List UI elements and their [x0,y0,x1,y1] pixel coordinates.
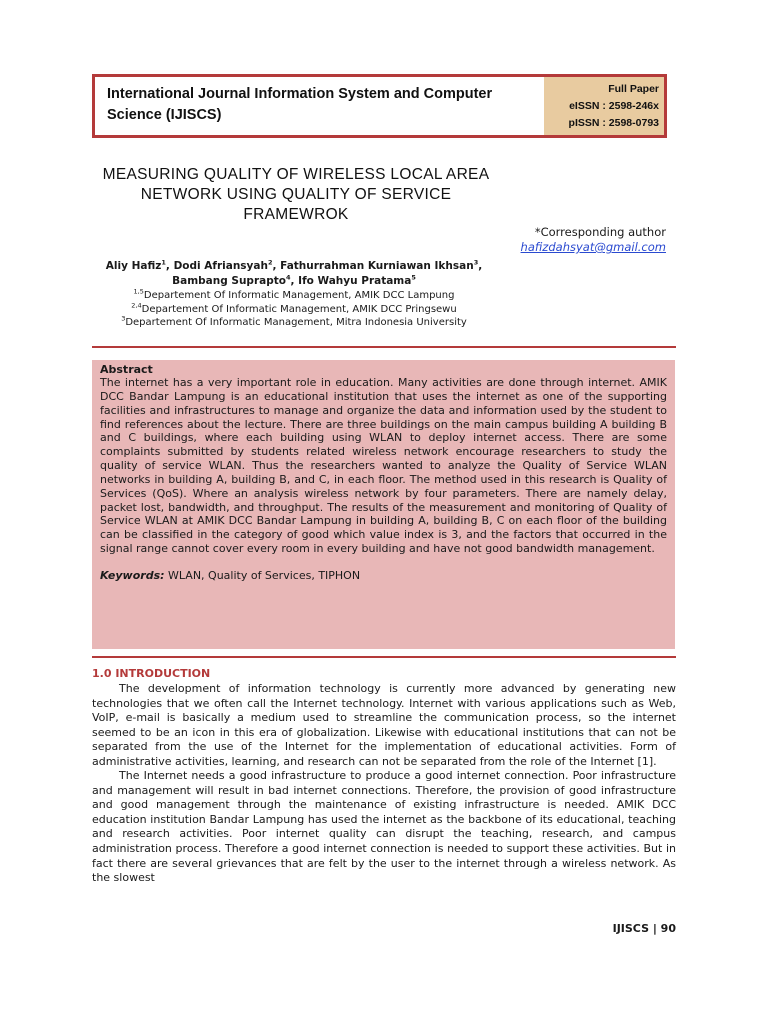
journal-header [92,74,667,138]
author-sup: 1 [161,258,166,267]
eissn: eISSN : 2598-246x [569,100,659,112]
author-name: Fathurrahman Kurniawan Ikhsan [280,260,474,272]
affiliation-sup: 1,5 [133,287,144,296]
affiliations [84,289,504,330]
corresponding-author [486,225,666,255]
author-sep: , [478,260,483,272]
author-sep: , [290,275,299,287]
divider-top [92,346,676,348]
paragraph: The Internet needs a good infrastructure to produce a good internet connection. Poor infrastructure and management will result in bad internet connections. Therefore, the provision of good infrastructure and good management through the maintenance of existing infrastructure is needed. AMIK DCC education institution Bandar Lampung has used the internet as the backbone of its educational, teaching and research activities. Poor internet quality can disrupt the teaching, research, and campus administration process. Therefore a good internet connection is needed to support these activities. But in fact there are several grievances that are felt by the user to the internet through a wireless network. As the slowest [92,769,676,885]
author-list [84,259,504,289]
affiliation-text: Departement Of Informatic Management, AMIK DCC Lampung [143,290,455,301]
keywords-text: WLAN, Quality of Services, TIPHON [168,568,361,582]
author-sup: 4 [285,273,291,282]
paper-type: Full Paper [608,83,659,95]
affiliation-item [84,289,504,303]
introduction-body [92,682,676,886]
page-footer: IJISCS | 90 [612,922,676,935]
affiliation-item [84,303,504,317]
paragraph: The development of information technology is currently more advanced by generating new technologies that we often call the Internet technology. Internet with various applications such as Web, VoIP, e-mail is basically a medium used to streamline the communication process, so the internet seemed to be an icon in this era of globalization. Likewise with educational institutions that can not be separated from the use of the Internet for the implementation of educational activities. Form of administrative activities, learning, and research can not be separated from the role of the Internet [1]. [92,682,676,768]
author-sep: , [165,260,174,272]
affiliation-sup: 3 [121,314,126,323]
paper-title: MEASURING QUALITY OF WIRELESS LOCAL AREA NETWORK USING QUALITY OF SERVICE FRAMEWROK [102,166,490,223]
author-sep: , [272,260,281,272]
affiliation-sup: 2,4 [131,301,142,310]
keywords [100,569,667,583]
keywords-label: Keywords: [100,568,165,582]
author-sup: 5 [411,273,416,282]
corresponding-label: *Corresponding author [534,225,666,239]
issn-box [544,77,664,135]
author-name: Ifo Wahyu Pratama [298,275,412,287]
pissn: pISSN : 2598-0793 [568,117,659,129]
author-name: Aliy Hafiz [105,260,162,272]
divider-bottom [92,656,676,658]
abstract-text: The internet has a very important role in education. Many activities are done through internet. AMIK DCC Bandar Lampung is an educational institution that uses the internet as one of the supporting facilities and infrastructures to manage and organize the data and information used by the student to find references about the lecture. There are three buildings on the main campus building A building B and C buildings, where each building using WLAN to deploy internet access. There are some complaints submitted by students related wireless network encourage researchers to study the quality of service WLAN. Thus the researchers wanted to analyze the Quality of Service WLAN networks in building A, building B, and C, in each floor. The method used in this research is Quality of Services (QoS). Where an analysis wireless network by four parameters. There are namely delay, packet lost, bandwidth, and throughput. The results of the measurement and monitoring of Quality of Service WLAN at AMIK DCC Bandar Lampung in building A, building B, C on each floor of the building can be classified in the category of good which value index is 3, and the factors that occurred in the signal range cannot cover every room in every building and have not good bandwidth management. [100,376,667,556]
corresponding-email[interactable]: hafizdahsyat@gmail.com [520,240,666,254]
affiliation-text: Departement Of Informatic Management, Mitra Indonesia University [125,317,467,328]
author-sup: 3 [473,258,479,267]
author-name: Bambang Suprapto [172,275,286,287]
abstract-box [92,360,675,649]
section-heading: 1.0 INTRODUCTION [92,667,211,680]
affiliation-item [84,316,504,330]
author-sup: 2 [267,258,273,267]
affiliation-text: Departement Of Informatic Management, AMIK DCC Pringsewu [141,303,457,315]
abstract-heading: Abstract [100,363,153,376]
journal-name: International Journal Information System and Computer Science (IJISCS) [107,86,493,123]
author-name: Dodi Afriansyah [173,260,268,272]
